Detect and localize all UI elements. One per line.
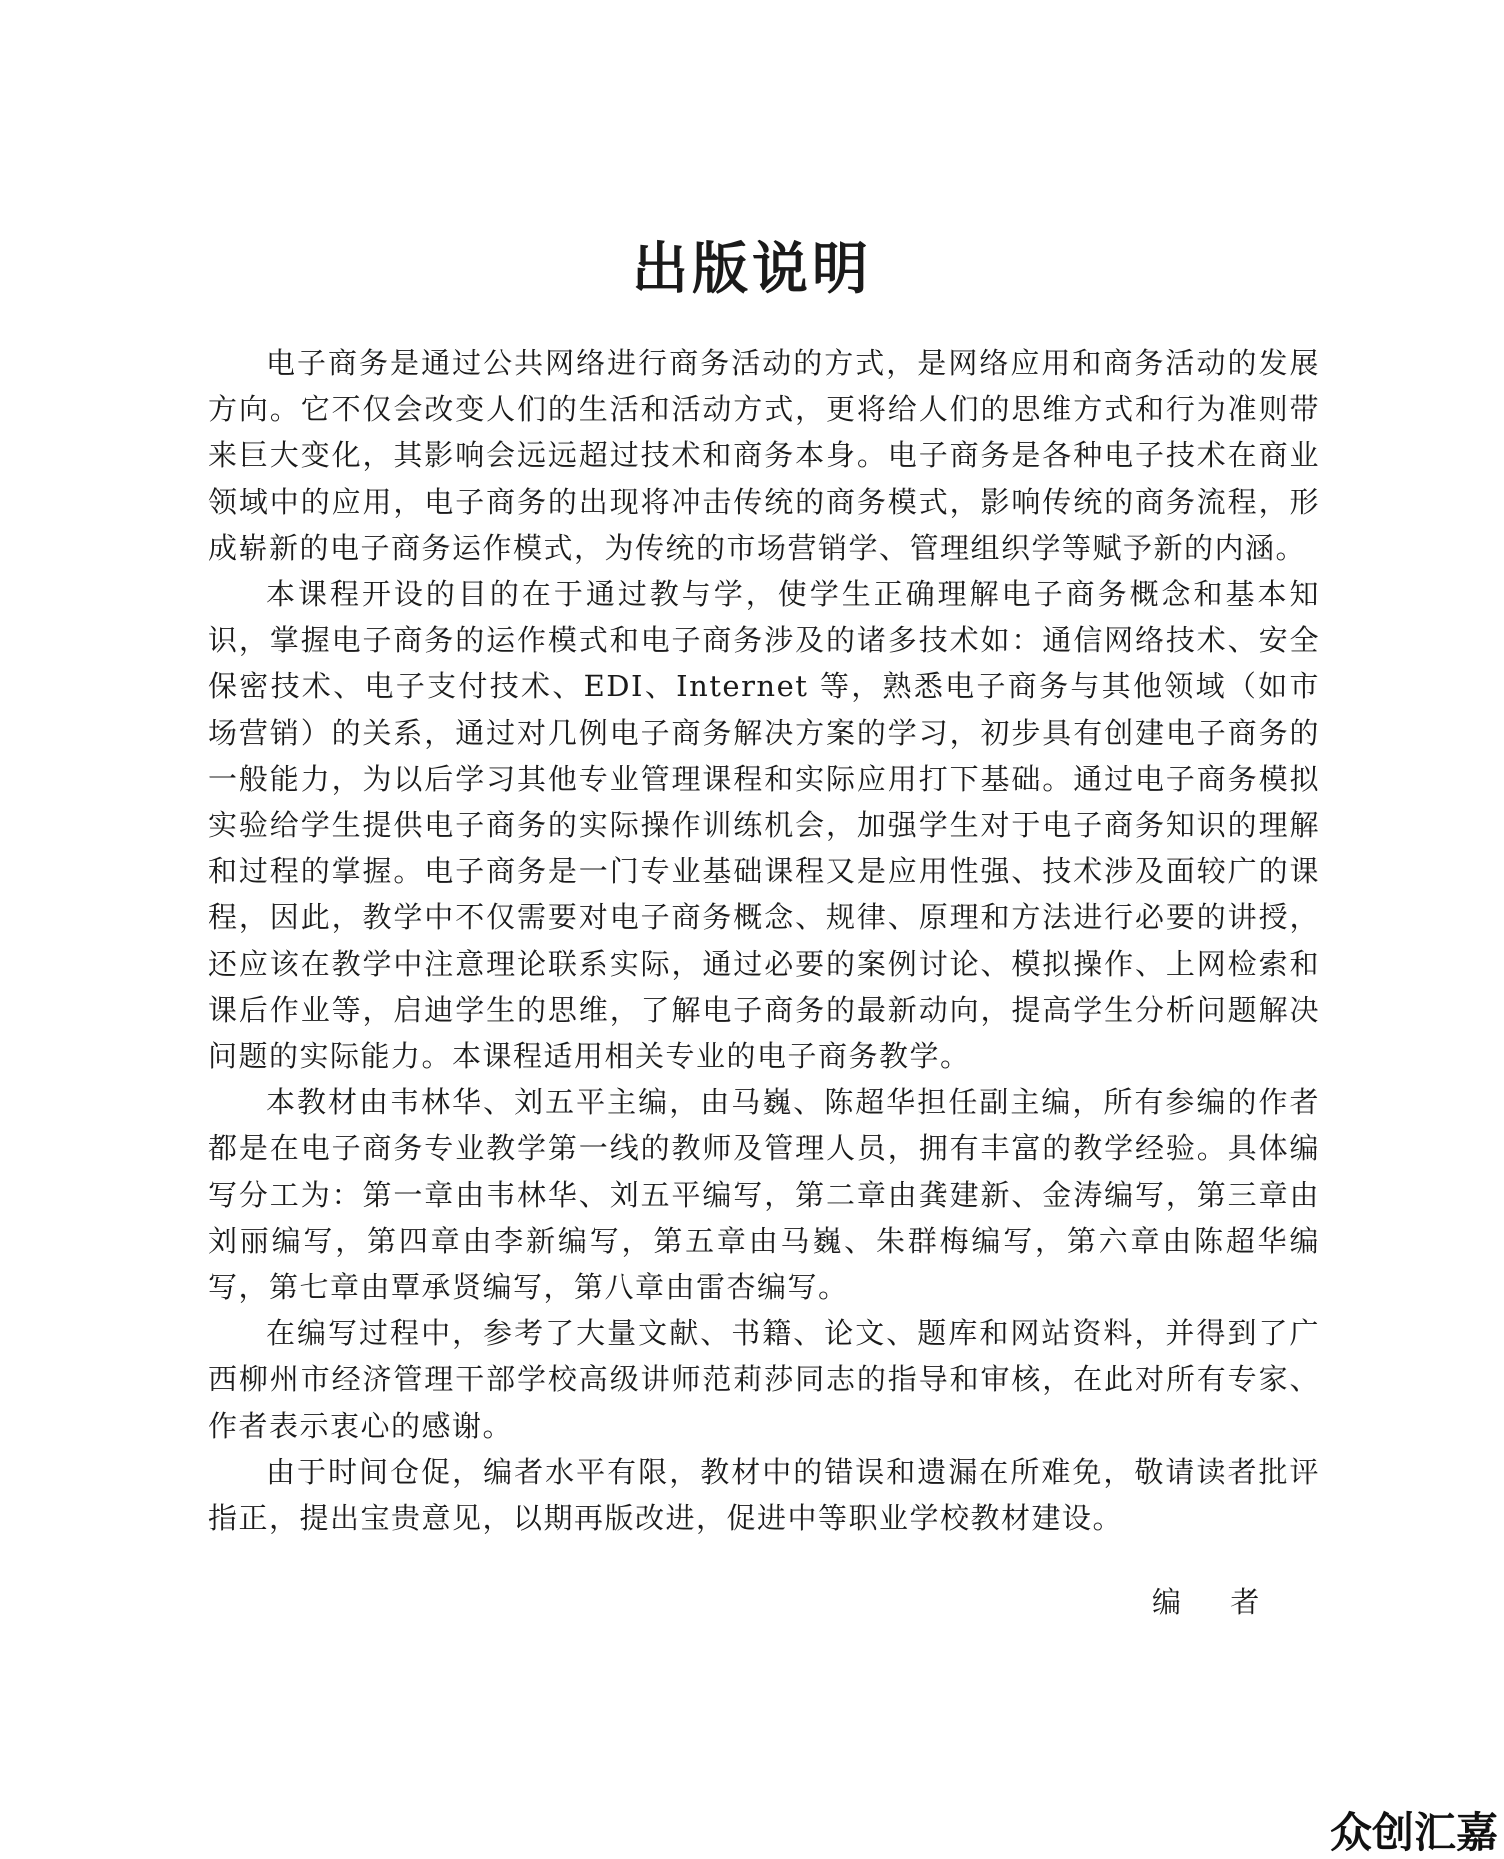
- paragraph-2: 本课程开设的目的在于通过教与学，使学生正确理解电子商务概念和基本知识，掌握电子商务的运作模式和电子商务涉及的诸多技术如：通信网络技术、安全保密技术、电子支付技术、EDI、Internet 等，熟悉电子商务与其他领域（如市场营销）的关系，通过对几例电子商务解决方案的学习，初步具有创建电子商务的一般能力，为以后学习其他专业管理课程和实际应用打下基础。通过电子商务模拟实验给学生提供电子商务的实际操作训练机会，加强学生对于电子商务知识的理解和过程的掌握。电子商务是一门专业基础课程又是应用性强、技术涉及面较广的课程，因此，教学中不仅需要对电子商务概念、规律、原理和方法进行必要的讲授，还应该在教学中注意理论联系实际，通过必要的案例讨论、模拟操作、上网检索和课后作业等，启迪学生的思维，了解电子商务的最新动向，提高学生分析问题解决问题的实际能力。本课程适用相关专业的电子商务教学。: [208, 577, 1320, 1074]
- author-signature: 编 者: [1152, 1585, 1280, 1619]
- paragraph-5: 由于时间仓促，编者水平有限，教材中的错误和遗漏在所难免，敬请读者批评指正，提出宝贵意见，以期再版改进，促进中等职业学校教材建设。: [208, 1454, 1320, 1536]
- watermark-logo: 众创汇嘉: [1329, 1808, 1498, 1857]
- page-title: 出版说明: [632, 237, 872, 302]
- paragraph-1: 电子商务是通过公共网络进行商务活动的方式，是网络应用和商务活动的发展方向。它不仅会改变人们的生活和活动方式，更将给人们的思维方式和行为准则带来巨大变化，其影响会远远超过技术和商务本身。电子商务是各种电子技术在商业领域中的应用，电子商务的出现将冲击传统的商务模式，影响传统的商务流程，形成崭新的电子商务运作模式，为传统的市场营销学、管理组织学等赋予新的内涵。: [208, 346, 1320, 565]
- paragraph-4: 在编写过程中，参考了大量文献、书籍、论文、题库和网站资料，并得到了广西柳州市经济管理干部学校高级讲师范莉莎同志的指导和审核，在此对所有专家、作者表示衷心的感谢。: [208, 1316, 1320, 1443]
- paragraph-3: 本教材由韦林华、刘五平主编，由马巍、陈超华担任副主编，所有参编的作者都是在电子商务专业教学第一线的教师及管理人员，拥有丰富的教学经验。具体编写分工为：第一章由韦林华、刘五平编写，第二章由龚建新、金涛编写，第三章由刘丽编写，第四章由李新编写，第五章由马巍、朱群梅编写，第六章由陈超华编写，第七章由覃承贤编写，第八章由雷杏编写。: [208, 1085, 1320, 1305]
- document-body: [208, 340, 1320, 1541]
